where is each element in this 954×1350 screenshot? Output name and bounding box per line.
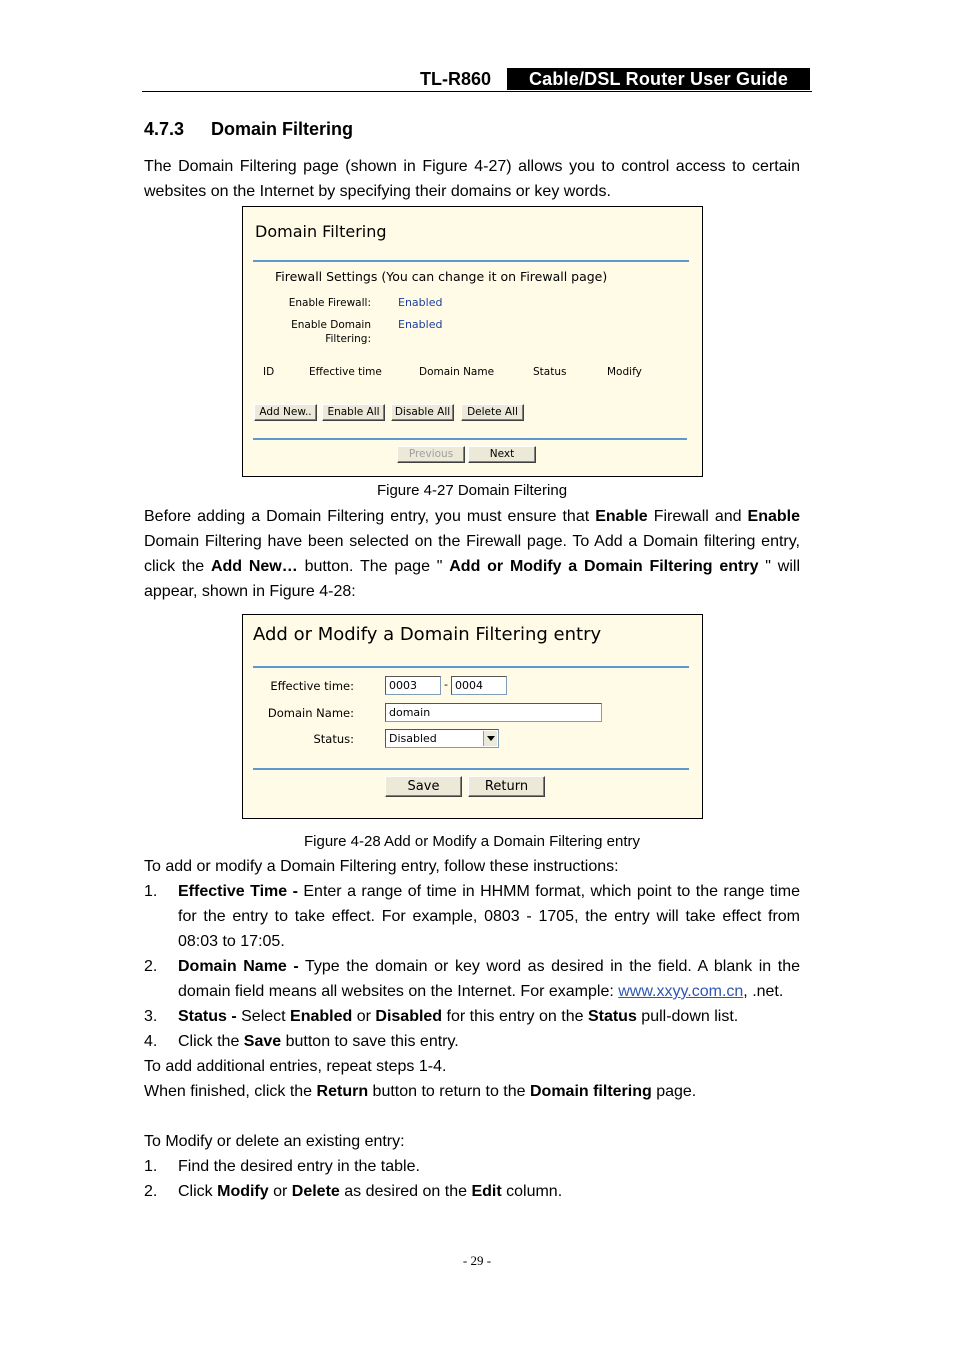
list-item: 1. Effective Time - Enter a range of time in HHMM format, which point to the range time for the entry to take effect. For example, 0803 - 1705, the entry will take effect from 08:03 to 17:05.: [144, 883, 800, 950]
button-divider: [253, 438, 687, 440]
header-rule: [142, 91, 812, 92]
instructions-intro: To add or modify a Domain Filtering entry, follow these instructions:: [144, 858, 619, 875]
col-status: Status: [533, 366, 567, 378]
domain-name-label: Domain Name:: [267, 706, 354, 720]
next-button[interactable]: Next: [468, 446, 536, 463]
save-button[interactable]: Save: [385, 776, 462, 797]
status-label: Status:: [313, 732, 354, 746]
entry-title-divider: [253, 666, 689, 668]
section-title: Domain Filtering: [211, 119, 354, 139]
status-selected-value: Disabled: [389, 732, 437, 745]
domain-filtering-screen: [242, 206, 703, 477]
chevron-down-icon[interactable]: [483, 731, 497, 746]
intro-paragraph: The Domain Filtering page (shown in Figure 4-27) allows you to control access to certain websites on the Internet by specifying their domains or key words.: [144, 158, 800, 200]
time-start-input[interactable]: 0003: [385, 676, 441, 695]
section-number: 4.7.3: [144, 119, 185, 139]
add-new-button[interactable]: Add New..: [254, 404, 317, 421]
add-modify-entry-screen: [242, 614, 703, 819]
title-divider: [253, 260, 689, 262]
time-separator: -: [444, 678, 448, 691]
domain-name-input[interactable]: domain: [385, 703, 602, 722]
col-modify: Modify: [607, 366, 642, 378]
return-button[interactable]: Return: [468, 776, 545, 797]
screen-title: Domain Filtering: [255, 222, 387, 241]
guide-model: TL-R860: [420, 69, 492, 89]
entry-button-divider: [253, 768, 689, 770]
delete-all-button[interactable]: Delete All: [461, 404, 524, 421]
guide-title: Cable/DSL Router User Guide: [507, 68, 810, 90]
enable-firewall-value: Enabled: [398, 296, 443, 309]
before-adding-paragraph: Before adding a Domain Filtering entry, you must ensure that Enable Firewall and Enable Domain Filtering have been selected on the Firewall page. To Add a Domain filtering entry, click the Add New… button. The page " Add or Modify a Domain Filtering entry " will appear, shown in Figure 4-28:: [144, 508, 801, 600]
list-item: 1. Find the desired entry in the table.: [144, 1158, 420, 1175]
figure1-caption: Figure 4-27 Domain Filtering: [376, 482, 568, 499]
enable-firewall-label: Enable Firewall:: [288, 297, 371, 309]
col-id: ID: [263, 366, 275, 378]
list-item: 2. Click Modify or Delete as desired on the Edit column.: [144, 1183, 563, 1200]
list-item: 2. Domain Name - Type the domain or key word as desired in the field. A blank in the domain field means all websites on the Internet. For example: www.xxyy.com.cn, .net.: [144, 958, 800, 1000]
example-link[interactable]: www.xxyy.com.cn: [618, 983, 744, 1000]
page-number: - 29 -: [462, 1253, 492, 1268]
previous-button[interactable]: Previous: [397, 446, 465, 463]
disable-all-button[interactable]: Disable All: [391, 404, 454, 421]
entry-screen-title: Add or Modify a Domain Filtering entry: [253, 624, 602, 645]
repeat-text: To add additional entries, repeat steps 1-4.: [144, 1058, 447, 1075]
section-heading: [144, 118, 353, 140]
figure2-caption: Figure 4-28 Add or Modify a Domain Filtering entry: [304, 833, 640, 850]
list-item: 4. Click the Save button to save this entry.: [144, 1033, 459, 1050]
finish-text: When finished, click the Return button to return to the Domain filtering page.: [144, 1083, 697, 1100]
col-effective-time: Effective time: [309, 366, 382, 378]
col-domain-name: Domain Name: [419, 366, 495, 378]
instructions: [144, 854, 800, 1204]
enable-all-button[interactable]: Enable All: [322, 404, 385, 421]
modify-intro: To Modify or delete an existing entry:: [144, 1133, 405, 1150]
list-item: 3. Status - Select Enabled or Disabled for this entry on the Status pull-down list.: [144, 1008, 739, 1025]
firewall-settings-heading: Firewall Settings (You can change it on Firewall page): [275, 269, 608, 284]
enable-domain-filtering-label: Enable Domain Filtering:: [291, 319, 371, 345]
time-end-input[interactable]: 0004: [451, 676, 507, 695]
enable-domain-filtering-value: Enabled: [398, 318, 443, 331]
effective-time-label: Effective time:: [270, 679, 354, 693]
status-select[interactable]: [385, 729, 499, 748]
